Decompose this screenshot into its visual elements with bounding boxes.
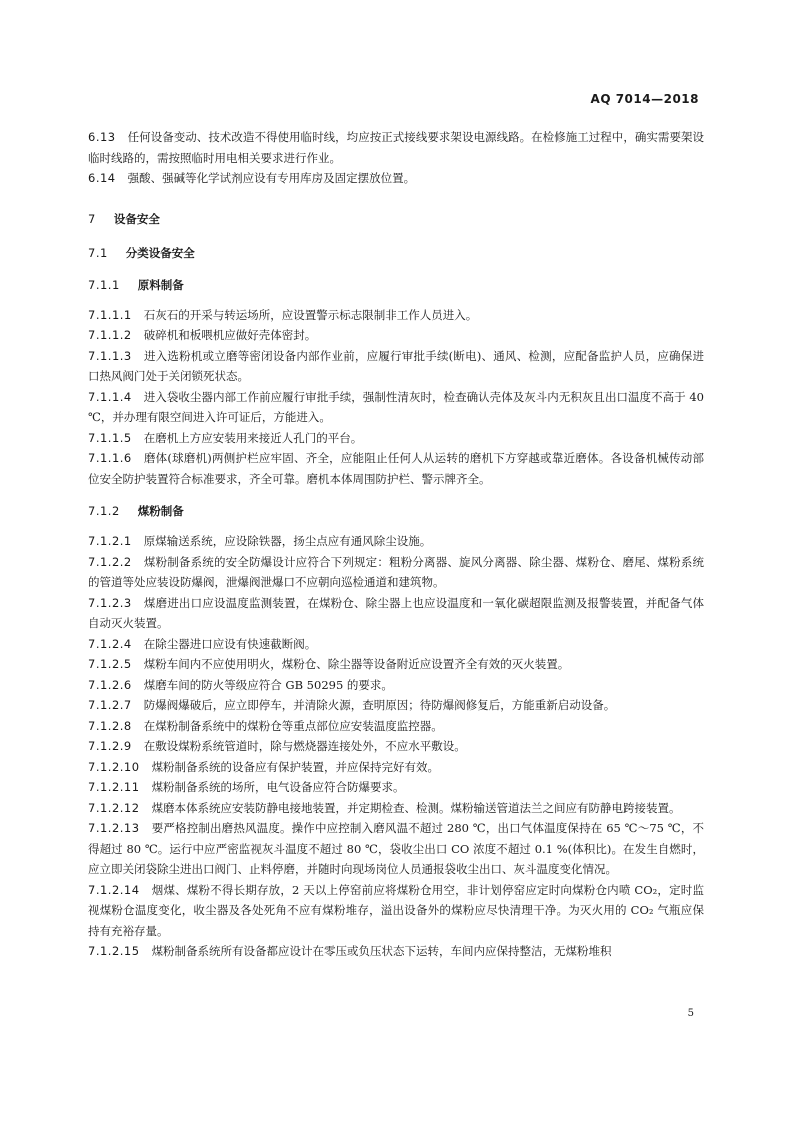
clause-number: 7.1.2.10 [88, 759, 140, 774]
clause-text: 煤粉制备 [137, 504, 184, 518]
clause-number: 7.1.1 [88, 277, 120, 292]
clause-7-1-2-13 [88, 818, 704, 880]
clause-7-1-2-8 [88, 716, 704, 737]
clause-number: 7.1.2.4 [88, 636, 132, 651]
heading-7-1-1 [88, 275, 704, 295]
clause-number: 6.13 [88, 130, 116, 144]
clause-number: 7.1.2.8 [88, 718, 132, 733]
clause-7-1-2-11 [88, 777, 704, 798]
clause-text: 煤磨本体系统应安装防静电接地装置，并定期检查、检测。煤粉输送管道法兰之间应有防静电跨接装置。 [151, 800, 681, 815]
clause-7-1-2-2 [88, 552, 704, 593]
clause-text: 设备安全 [113, 211, 160, 226]
heading-7 [88, 209, 704, 229]
clause-7-1-2-10 [88, 757, 704, 778]
clause-number: 7.1.2 [88, 504, 120, 518]
clause-text: 要严格控制出磨热风温度。操作中应控制入磨风温不超过 280 ℃，出口气体温度保持在 65 ℃～75 ℃，不得超过 80 ℃。运行中应严密监视灰斗温度不超过 80 ℃，袋收尘出口 CO 浓度不超过 0.1 %(体积比)。在发生自燃时，应立即关闭袋除尘进出口阀门、止料停磨，并随时向现场岗位人员通报袋收尘出口、灰斗温度变化情况。 [88, 821, 704, 876]
clause-7-1-2-7 [88, 695, 704, 716]
clause-text: 磨体(球磨机)两侧护栏应牢固、齐全，应能阻止任何人从运转的磨机下方穿越或靠近磨体。各设备机械传动部位安全防护装置符合标准要求，齐全可靠。磨机本体周围防护栏、警示牌齐全。 [88, 451, 704, 486]
clause-7-1-1-3 [88, 346, 704, 387]
clause-text: 石灰石的开采与转运场所，应设置警示标志限制非工作人员进入。 [143, 307, 478, 322]
clause-7-1-2-1 [88, 531, 704, 552]
page-number: 5 [687, 1008, 694, 1019]
clause-text: 任何设备变动、技术改造不得使用临时线，均应按正式接线要求架设电源线路。在检修施工过程中，确实需要架设临时线路的，需按照临时用电相关要求进行作业。 [88, 130, 704, 165]
clause-text: 在磨机上方应安装用来接近人孔门的平台。 [143, 430, 363, 445]
clause-7-1-1-1 [88, 305, 704, 326]
clause-number: 7.1.2.2 [88, 554, 132, 569]
clause-7-1-2-9 [88, 736, 704, 757]
clause-text: 煤磨车间的防火等级应符合 GB 50295 的要求。 [143, 677, 393, 692]
clause-7-1-1-4 [88, 387, 704, 428]
clause-number: 7.1.2.12 [88, 800, 140, 815]
clause-number: 7.1.1.1 [88, 307, 132, 322]
clause-6-13 [88, 127, 704, 168]
clause-number: 7.1.1.4 [88, 389, 132, 404]
clause-number: 7.1.1.2 [88, 328, 132, 342]
clause-text: 在除尘器进口应设有快速截断阀。 [143, 636, 317, 651]
clause-number: 7.1.2.9 [88, 739, 132, 753]
clause-number: 7.1 [88, 245, 108, 260]
clause-text: 原煤输送系统，应设除铁器，扬尘点应有通风除尘设施。 [143, 534, 432, 548]
clause-number: 7.1.1.6 [88, 451, 132, 465]
heading-7-1-2 [88, 501, 704, 521]
clause-number: 7.1.2.14 [88, 882, 140, 897]
clause-7-1-2-12 [88, 798, 704, 819]
clause-number: 7.1.2.3 [88, 595, 132, 610]
clause-text: 煤粉制备系统的安全防爆设计应符合下列规定：粗粉分离器、旋风分离器、除尘器、煤粉仓、磨尾、煤粉系统的管道等处应装设防爆阀，泄爆阀泄爆口不应朝向巡检通道和建筑物。 [88, 554, 704, 589]
clause-number: 7.1.2.1 [88, 534, 132, 548]
clause-number: 7.1.1.3 [88, 348, 132, 363]
clause-number: 7.1.2.5 [88, 657, 132, 671]
clause-text: 在敷设煤粉系统管道时，除与燃烧器连接处外，不应水平敷设。 [143, 739, 466, 753]
clause-text: 进入袋收尘器内部工作前应履行审批手续，强制性清灰时，检查确认壳体及灰斗内无积灰且出口温度不高于 40 ℃，并办理有限空间进入许可证后，方能进入。 [88, 389, 704, 424]
clause-7-1-2-5 [88, 654, 704, 675]
clause-text: 烟煤、煤粉不得长期存放，2 天以上停窑前应将煤粉仓用空，非计划停窑应定时向煤粉仓内喷 CO₂，定时监视煤粉仓温度变化，收尘器及各处死角不应有煤粉堆存，溢出设备外的煤粉应尽快清理干净。为灭火用的 CO₂ 气瓶应保持有充裕存量。 [88, 882, 704, 938]
clause-6-14 [88, 168, 704, 189]
clause-text: 破碎机和板喂机应做好壳体密封。 [143, 328, 317, 342]
clause-number: 7 [88, 211, 96, 226]
clause-text: 在煤粉制备系统中的煤粉仓等重点部位应安装温度监控器。 [143, 718, 443, 733]
clause-text: 进入选粉机或立磨等密闭设备内部作业前，应履行审批手续(断电)、通风、检测，应配备监护人员，应确保进口热风阀门处于关闭锁死状态。 [88, 348, 704, 383]
clause-7-1-1-2 [88, 325, 704, 346]
clause-number: 7.1.2.6 [88, 677, 132, 692]
document-body [88, 127, 704, 962]
clause-7-1-2-3 [88, 593, 704, 634]
document-code: AQ 7014—2018 [590, 92, 699, 106]
clause-text: 煤粉制备系统所有设备都应设计在零压或负压状态下运转，车间内应保持整洁，无煤粉堆积 [151, 944, 612, 958]
clause-text: 分类设备安全 [125, 245, 195, 260]
heading-7-1 [88, 243, 704, 263]
clause-7-1-2-15 [88, 941, 704, 962]
clause-number: 7.1.2.13 [88, 821, 140, 835]
clause-text: 原料制备 [137, 277, 184, 292]
clause-7-1-1-6 [88, 448, 704, 489]
clause-text: 防爆阀爆破后，应立即停车，并清除火源，查明原因；待防爆阀修复后，方能重新启动设备。 [143, 698, 616, 712]
clause-number: 7.1.2.7 [88, 698, 132, 712]
clause-7-1-2-14 [88, 880, 704, 942]
clause-number: 7.1.2.11 [88, 780, 140, 794]
clause-text: 强酸、强碱等化学试剂应设有专用库房及固定摆放位置。 [127, 171, 416, 185]
clause-7-1-1-5 [88, 428, 704, 449]
clause-text: 煤粉制备系统的场所，电气设备应符合防爆要求。 [151, 780, 405, 794]
clause-text: 煤粉车间内不应使用明火，煤粉仓、除尘器等设备附近应设置齐全有效的灭火装置。 [143, 657, 570, 671]
clause-number: 7.1.1.5 [88, 430, 132, 445]
clause-7-1-2-4 [88, 634, 704, 655]
clause-text: 煤磨进出口应设温度监测装置，在煤粉仓、除尘器上也应设温度和一氧化碳超限监测及报警装置，并配备气体自动灭火装置。 [88, 595, 704, 630]
clause-number: 7.1.2.15 [88, 944, 140, 958]
clause-7-1-2-6 [88, 675, 704, 696]
clause-number: 6.14 [88, 171, 116, 185]
clause-text: 煤粉制备系统的设备应有保护装置，并应保持完好有效。 [151, 759, 440, 774]
